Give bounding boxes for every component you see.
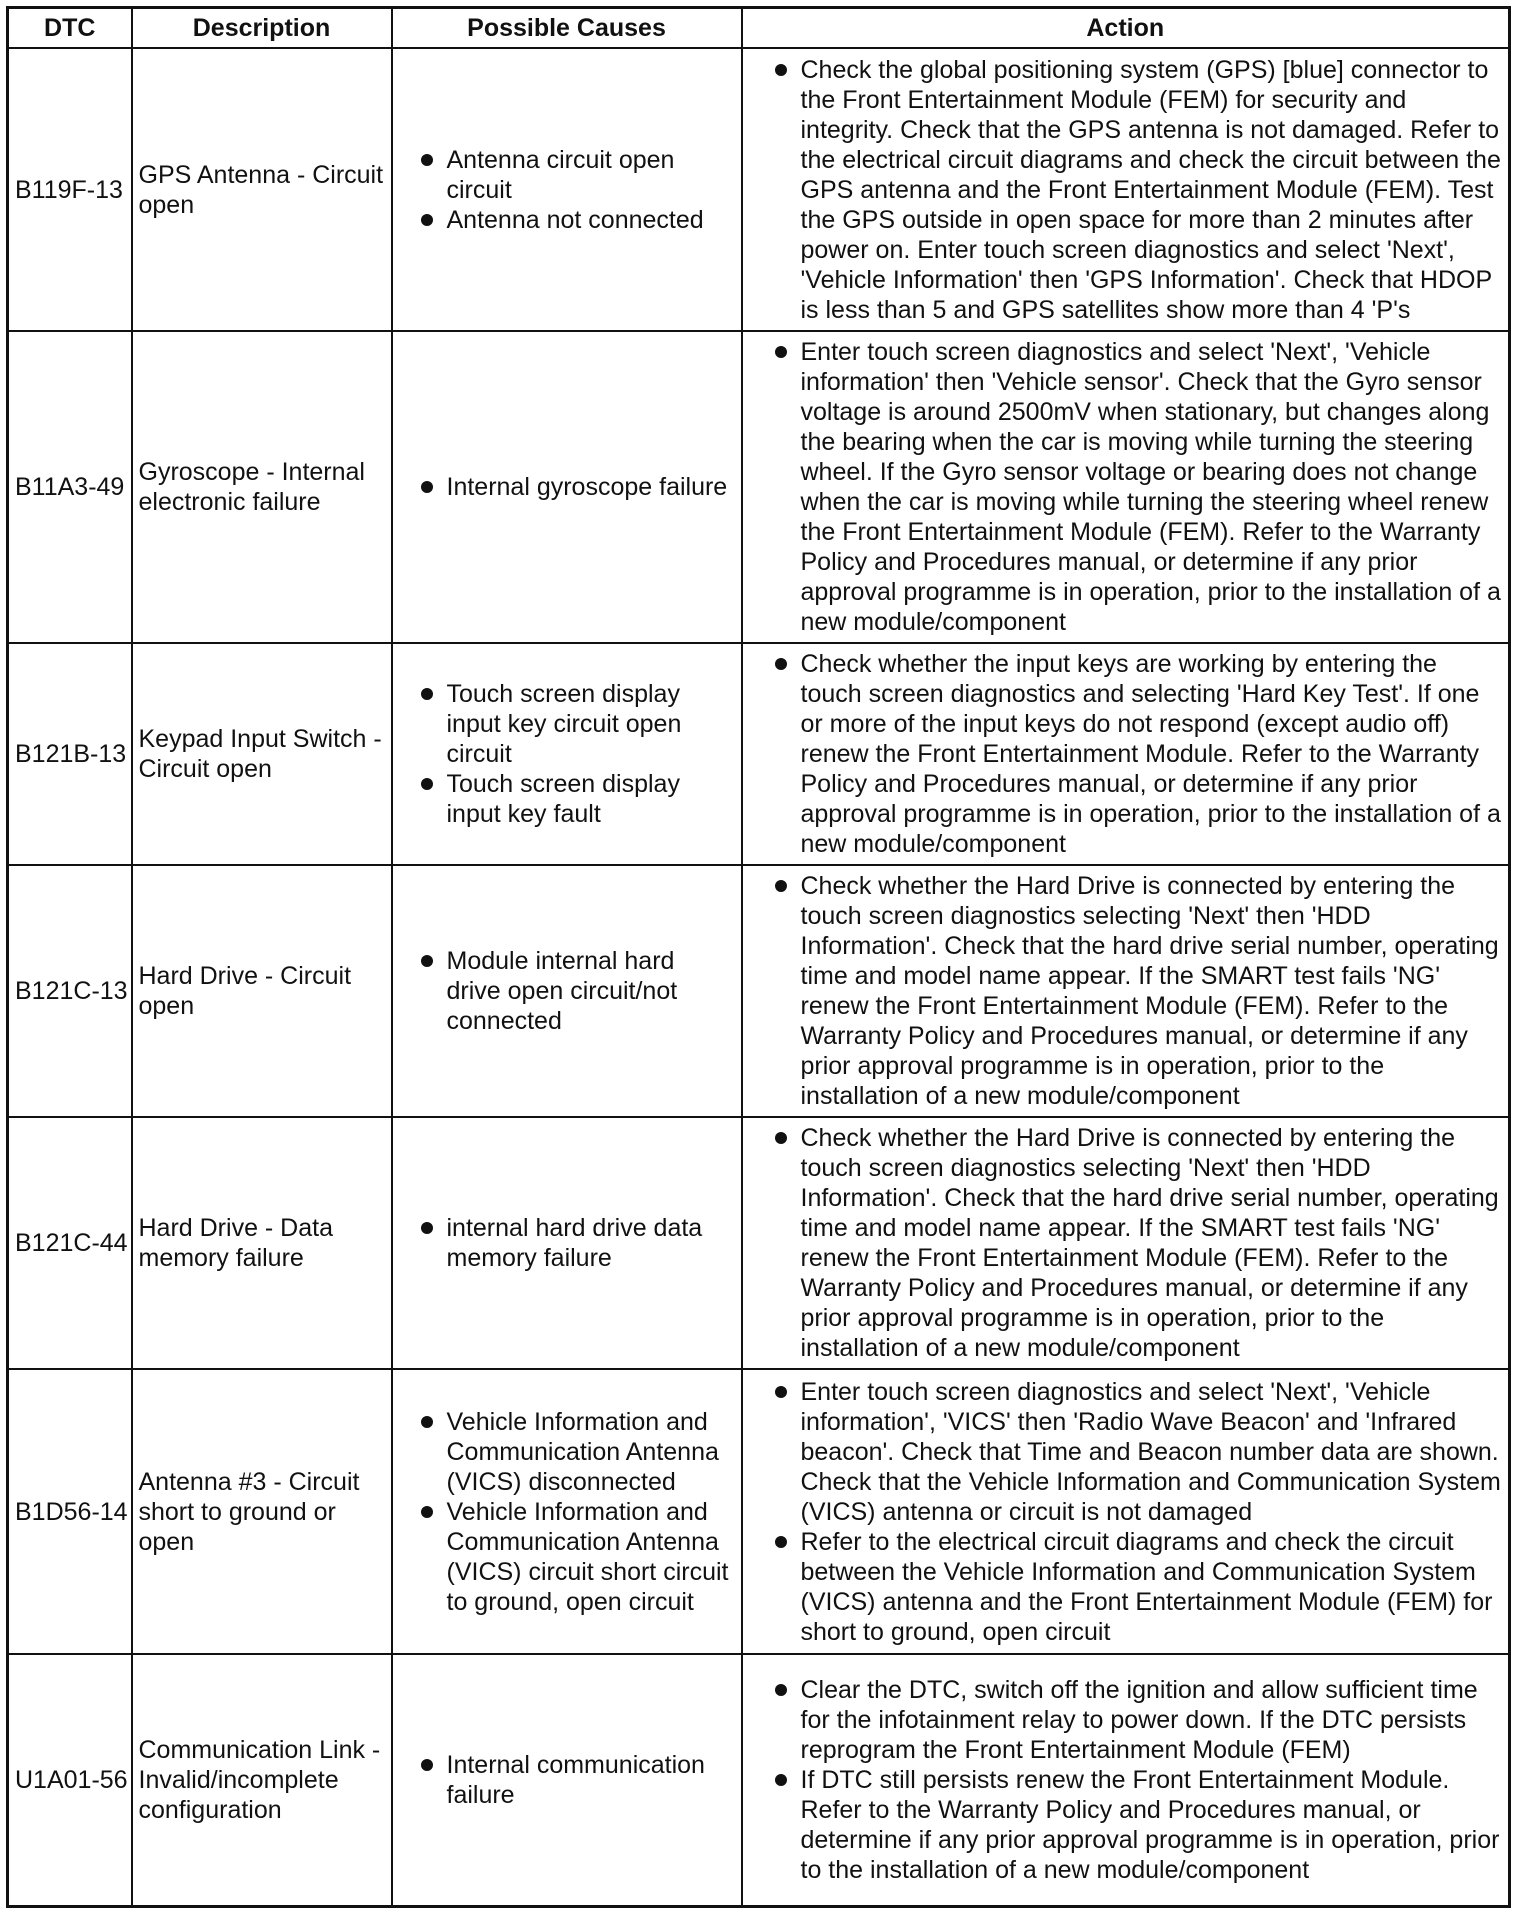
- header-possible-causes: Possible Causes: [392, 8, 742, 49]
- action-cell: [742, 1654, 1510, 1906]
- action-item: Check the global positioning system (GPS) [blue] connector to the Front Entertainment Module (FEM) for security and integrity. Check that the GPS antenna is not damaged. Refer to the electrical circuit diagrams and check the circuit between the GPS antenna and the Front Entertainment Module (FEM). Test the GPS outside in open space for more than 2 minutes after power on. Enter touch screen diagnostics and select 'Next', 'Vehicle Information' then 'GPS Information'. Check that HDOP is less than 5 and GPS satellites show more than 4 'P's: [749, 55, 1503, 325]
- dtc-code: B121B-13: [8, 643, 132, 865]
- action-item: Check whether the input keys are working by entering the touch screen diagnostics and selecting 'Hard Key Test'. If one or more of the input keys do not respond (except audio off) renew the Front Entertainment Module. Refer to the Warranty Policy and Procedures manual, or determine if any prior approval programme is in operation, prior to the installation of a new module/component: [749, 649, 1503, 859]
- possible-causes: [392, 1654, 742, 1906]
- header-dtc: DTC: [8, 8, 132, 49]
- action-cell: [742, 1117, 1510, 1369]
- dtc-table: [6, 6, 1511, 1908]
- action-item: Check whether the Hard Drive is connected by entering the touch screen diagnostics selecting 'Next' then 'HDD Information'. Check that the hard drive serial number, operating time and model name appear. If the SMART test fails 'NG' renew the Front Entertainment Module (FEM). Refer to the Warranty Policy and Procedures manual, or determine if any prior approval programme is in operation, prior to the installation of a new module/component: [749, 871, 1503, 1111]
- action-item: Check whether the Hard Drive is connected by entering the touch screen diagnostics selecting 'Next' then 'HDD Information'. Check that the hard drive serial number, operating time and model name appear. If the SMART test fails 'NG' renew the Front Entertainment Module (FEM). Refer to the Warranty Policy and Procedures manual, or determine if any prior approval programme is in operation, prior to the installation of a new module/component: [749, 1123, 1503, 1363]
- dtc-code: U1A01-56: [8, 1654, 132, 1906]
- possible-causes: [392, 1369, 742, 1654]
- action-item: Enter touch screen diagnostics and select 'Next', 'Vehicle information' then 'Vehicle sensor'. Check that the Gyro sensor voltage is around 2500mV when stationary, but changes along the bearing when the car is moving while turning the steering wheel. If the Gyro sensor voltage or bearing does not change when the car is moving while turning the steering wheel renew the Front Entertainment Module (FEM). Refer to the Warranty Policy and Procedures manual, or determine if any prior approval programme is in operation, prior to the installation of a new module/component: [749, 337, 1503, 637]
- action-item: Refer to the electrical circuit diagrams and check the circuit between the Vehicle Information and Communication System (VICS) antenna and the Front Entertainment Module (FEM) for short to ground, open circuit: [749, 1527, 1503, 1647]
- possible-causes: [392, 643, 742, 865]
- header-row: [8, 8, 1510, 49]
- cause-item: Internal communication failure: [399, 1750, 735, 1810]
- action-item: If DTC still persists renew the Front Entertainment Module. Refer to the Warranty Policy and Procedures manual, or determine if any prior approval programme is in operation, prior to the installation of a new module/component: [749, 1765, 1503, 1885]
- cause-item: Touch screen display input key fault: [399, 769, 735, 829]
- dtc-code: B11A3-49: [8, 331, 132, 643]
- table-row: [8, 865, 1510, 1117]
- cause-item: Module internal hard drive open circuit/not connected: [399, 946, 735, 1036]
- dtc-description: Antenna #3 - Circuit short to ground or open: [132, 1369, 392, 1654]
- dtc-description: GPS Antenna - Circuit open: [132, 48, 392, 331]
- action-cell: [742, 48, 1510, 331]
- possible-causes: [392, 865, 742, 1117]
- header-action: Action: [742, 8, 1510, 49]
- cause-item: Internal gyroscope failure: [399, 472, 735, 502]
- cause-item: internal hard drive data memory failure: [399, 1213, 735, 1273]
- cause-item: Antenna not connected: [399, 205, 735, 235]
- action-cell: [742, 865, 1510, 1117]
- header-description: Description: [132, 8, 392, 49]
- table-row: [8, 1654, 1510, 1906]
- cause-item: Touch screen display input key circuit open circuit: [399, 679, 735, 769]
- cause-item: Vehicle Information and Communication Antenna (VICS) disconnected: [399, 1407, 735, 1497]
- table-row: [8, 331, 1510, 643]
- dtc-code: B121C-13: [8, 865, 132, 1117]
- dtc-description: Keypad Input Switch - Circuit open: [132, 643, 392, 865]
- table-row: [8, 643, 1510, 865]
- action-cell: [742, 1369, 1510, 1654]
- action-item: Clear the DTC, switch off the ignition and allow sufficient time for the infotainment relay to power down. If the DTC persists reprogram the Front Entertainment Module (FEM): [749, 1675, 1503, 1765]
- table-row: [8, 1369, 1510, 1654]
- cause-item: Vehicle Information and Communication Antenna (VICS) circuit short circuit to ground, open circuit: [399, 1497, 735, 1617]
- dtc-description: Hard Drive - Circuit open: [132, 865, 392, 1117]
- action-item: Enter touch screen diagnostics and select 'Next', 'Vehicle information', 'VICS' then 'Radio Wave Beacon' and 'Infrared beacon'. Check that Time and Beacon number data are shown. Check that the Vehicle Information and Communication System (VICS) antenna or circuit is not damaged: [749, 1377, 1503, 1527]
- action-cell: [742, 643, 1510, 865]
- dtc-code: B121C-44: [8, 1117, 132, 1369]
- dtc-code: B1D56-14: [8, 1369, 132, 1654]
- table-row: [8, 1117, 1510, 1369]
- action-cell: [742, 331, 1510, 643]
- dtc-code: B119F-13: [8, 48, 132, 331]
- table-row: [8, 48, 1510, 331]
- dtc-description: Gyroscope - Internal electronic failure: [132, 331, 392, 643]
- dtc-description: Hard Drive - Data memory failure: [132, 1117, 392, 1369]
- possible-causes: [392, 1117, 742, 1369]
- dtc-table-container: [6, 6, 1508, 1908]
- cause-item: Antenna circuit open circuit: [399, 145, 735, 205]
- possible-causes: [392, 331, 742, 643]
- possible-causes: [392, 48, 742, 331]
- dtc-description: Communication Link -Invalid/incomplete configuration: [132, 1654, 392, 1906]
